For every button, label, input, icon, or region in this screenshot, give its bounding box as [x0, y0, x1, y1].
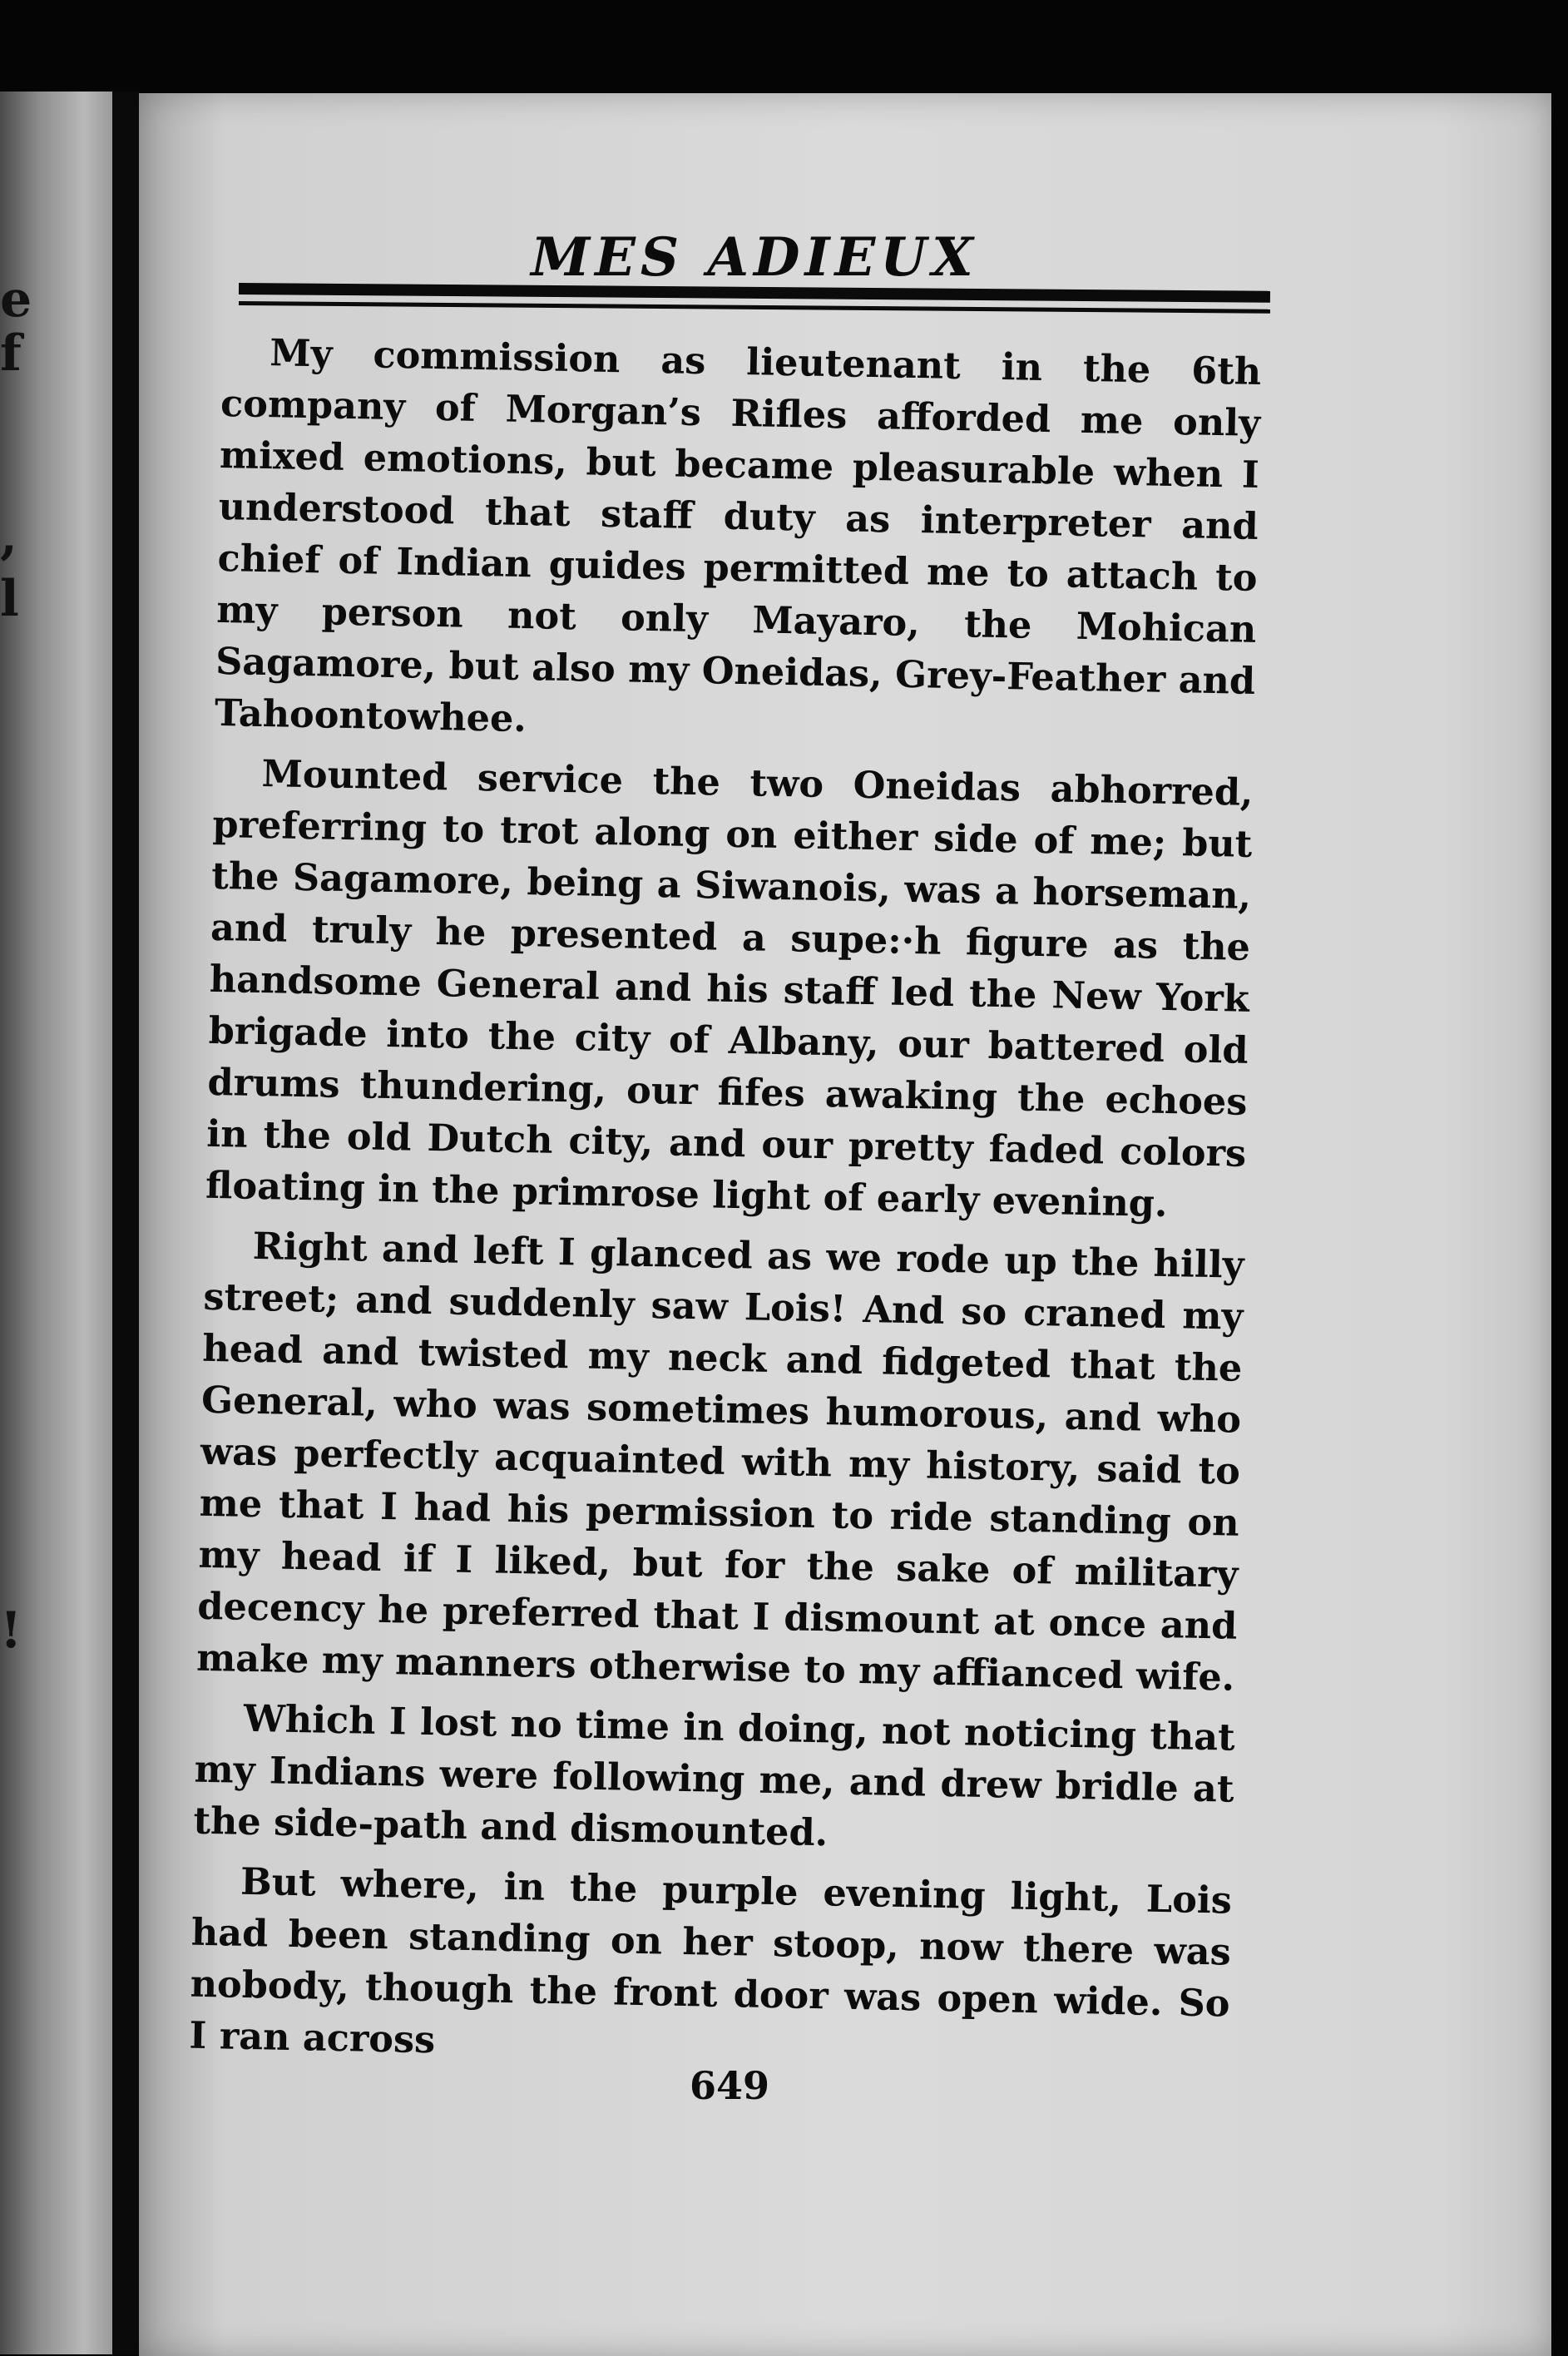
left-page-fragment: f	[0, 324, 22, 383]
left-page-fragment: e	[0, 270, 32, 329]
left-page-edge	[0, 92, 112, 2354]
left-page-fragment: !	[0, 1601, 22, 1660]
paragraph: Which I lost no time in doing, not noticing that my Indians were following me, and drew bridle at the side-path and dismounted.	[193, 1696, 1236, 1855]
page-gutter	[112, 92, 139, 2354]
body-text	[189, 326, 1262, 2090]
running-head: MES ADIEUX	[531, 226, 978, 289]
paragraph: My commission as lieutenant in the 6th company of Morgan’s Rifles afforded me only mixed emotions, but became pleasurable when I understood that staff duty as interpreter and chief of Indian guides permitted me to attach to my person not only Mayaro, the Mohican Sagamore, but also my Oneidas, Grey-Feather and Tahoontowhee.	[214, 331, 1262, 741]
right-edge-shadow	[1551, 0, 1568, 2356]
page-number: 649	[689, 2063, 770, 2108]
paragraph: Right and left I glanced as we rode up the hilly street; and suddenly saw Lois! And so craned my head and twisted my neck and fidgeted that the General, who was sometimes humorous, and who was perfectly acquainted with my history, said to me that I had his permission to ride standing on my head if I liked, but for the sake of military decency he preferred that I dismount at once and make my manners otherwise to my affianced wife.	[195, 1224, 1245, 1700]
paragraph: But where, in the purple evening light, Lois had been standing on her stoop, now there was nobody, though the front door was open wide. So I ran across	[189, 1859, 1233, 2062]
header-rule-thin	[239, 301, 1270, 314]
left-page-fragment: ,	[0, 507, 17, 566]
left-page-fragment: l	[0, 570, 19, 628]
paragraph: Mounted service the two Oneidas abhorred, preferring to trot along on either side of me; but the Sagamore, being a Siwanois, was a horseman, and truly he presented a supe:·h figure as the handsome General and his staff led the New York brigade into the city of Albany, our battered old drums thundering, our fifes awaking the echoes in the old Dutch city, and our pretty faded colors floating in the primrose light of early evening.	[205, 752, 1254, 1226]
book-page	[139, 93, 1553, 2356]
